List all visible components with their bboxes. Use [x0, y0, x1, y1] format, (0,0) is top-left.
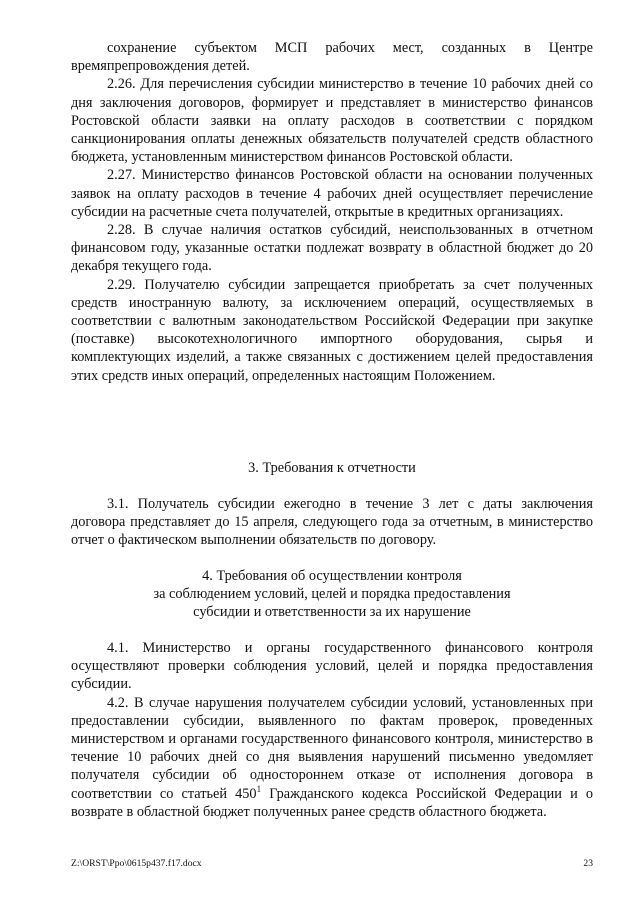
paragraph-2-29: 2.29. Получателю субсидии запрещается приобретать за счет полученных средств иностранную валюту, за исключением операций, осуществляемых в соответствии с валютным законодательством Российской Федерации при закупке (поставке) высокотехнологичного импортного оборудования, сырья и комплектующих изделий, а также связанных с достижением целей предоставления этих средств иных операций, определенных настоящим Положением. [71, 276, 593, 384]
paragraph-2-28: 2.28. В случае наличия остатков субсидий, неиспользованных в отчетном финансовом году, указанные остатки подлежат возврату в областной бюджет до 20 декабря текущего года. [71, 222, 593, 275]
section-3-heading: 3. Требования к отчетности [248, 460, 416, 476]
section-4-body [71, 639, 593, 821]
paragraph-2-27: 2.27. Министерство финансов Ростовской области на основании полученных заявок на оплату расходов в течение 4 рабочих дней осуществляет перечисление субсидии на расчетные счета получателей, открытые в кредитных организациях. [71, 167, 593, 220]
paragraph-2-26: 2.26. Для перечисления субсидии министерство в течение 10 рабочих дней со дня заключения договоров, формирует и представляет в министерство финансов Ростовской области заявки на оплату расходов в соответствии с порядком санкционирования оплаты денежных обязательств получателей средств областного бюджета, установленным министерством финансов Ростовской области. [71, 76, 593, 166]
paragraph-4-2-text-start: 4.2. В случае нарушения получателем субсидии условий, установленных при предоставлении субсидии, выявленного по фактам проверок, проведенных министерством и органами государственного финансового контроля, министерство в течение 10 рабочих дней со дня выявления нарушений письменно уведомляет получателя субсидии об одностороннем отказе от исполнения договора в соответствии со статьей 450 [71, 694, 593, 802]
section-3-body [71, 495, 593, 550]
paragraph-4-2-text-end: Гражданского кодекса Российской Федерации и о возврате в областной бюджет полученных ранее средств областного бюджета. [71, 785, 593, 820]
section-4-heading-line-3: субсидии и ответственности за их нарушение [193, 604, 471, 621]
footer-page-number: 23 [583, 858, 593, 869]
section-2-tail [71, 39, 593, 385]
paragraph-4-1: 4.1. Министерство и органы государственного финансового контроля осуществляют проверки соблюдения условий, целей и порядка предоставления субсидии. [71, 640, 593, 693]
paragraph-continuation: сохранение субъектом МСП рабочих мест, созданных в Центре времяпрепровождения детей. [71, 40, 593, 75]
paragraph-4-2 [71, 694, 593, 821]
section-4-heading-line-1: 4. Требования об осуществлении контроля [202, 568, 462, 584]
article-superscript: 1 [256, 783, 262, 794]
paragraph-3-1: 3.1. Получатель субсидии ежегодно в течение 3 лет с даты заключения договора представляет до 15 апреля, следующего года за отчетным, в министерство отчет о фактическом выполнении обязательств по договору. [71, 496, 593, 549]
footer-file-path: Z:\ORST\Ppo\0615p437.f17.docx [71, 858, 202, 869]
section-4-heading-line-2: за соблюдением условий, целей и порядка предоставления [153, 586, 511, 603]
section-4-heading [71, 567, 593, 622]
